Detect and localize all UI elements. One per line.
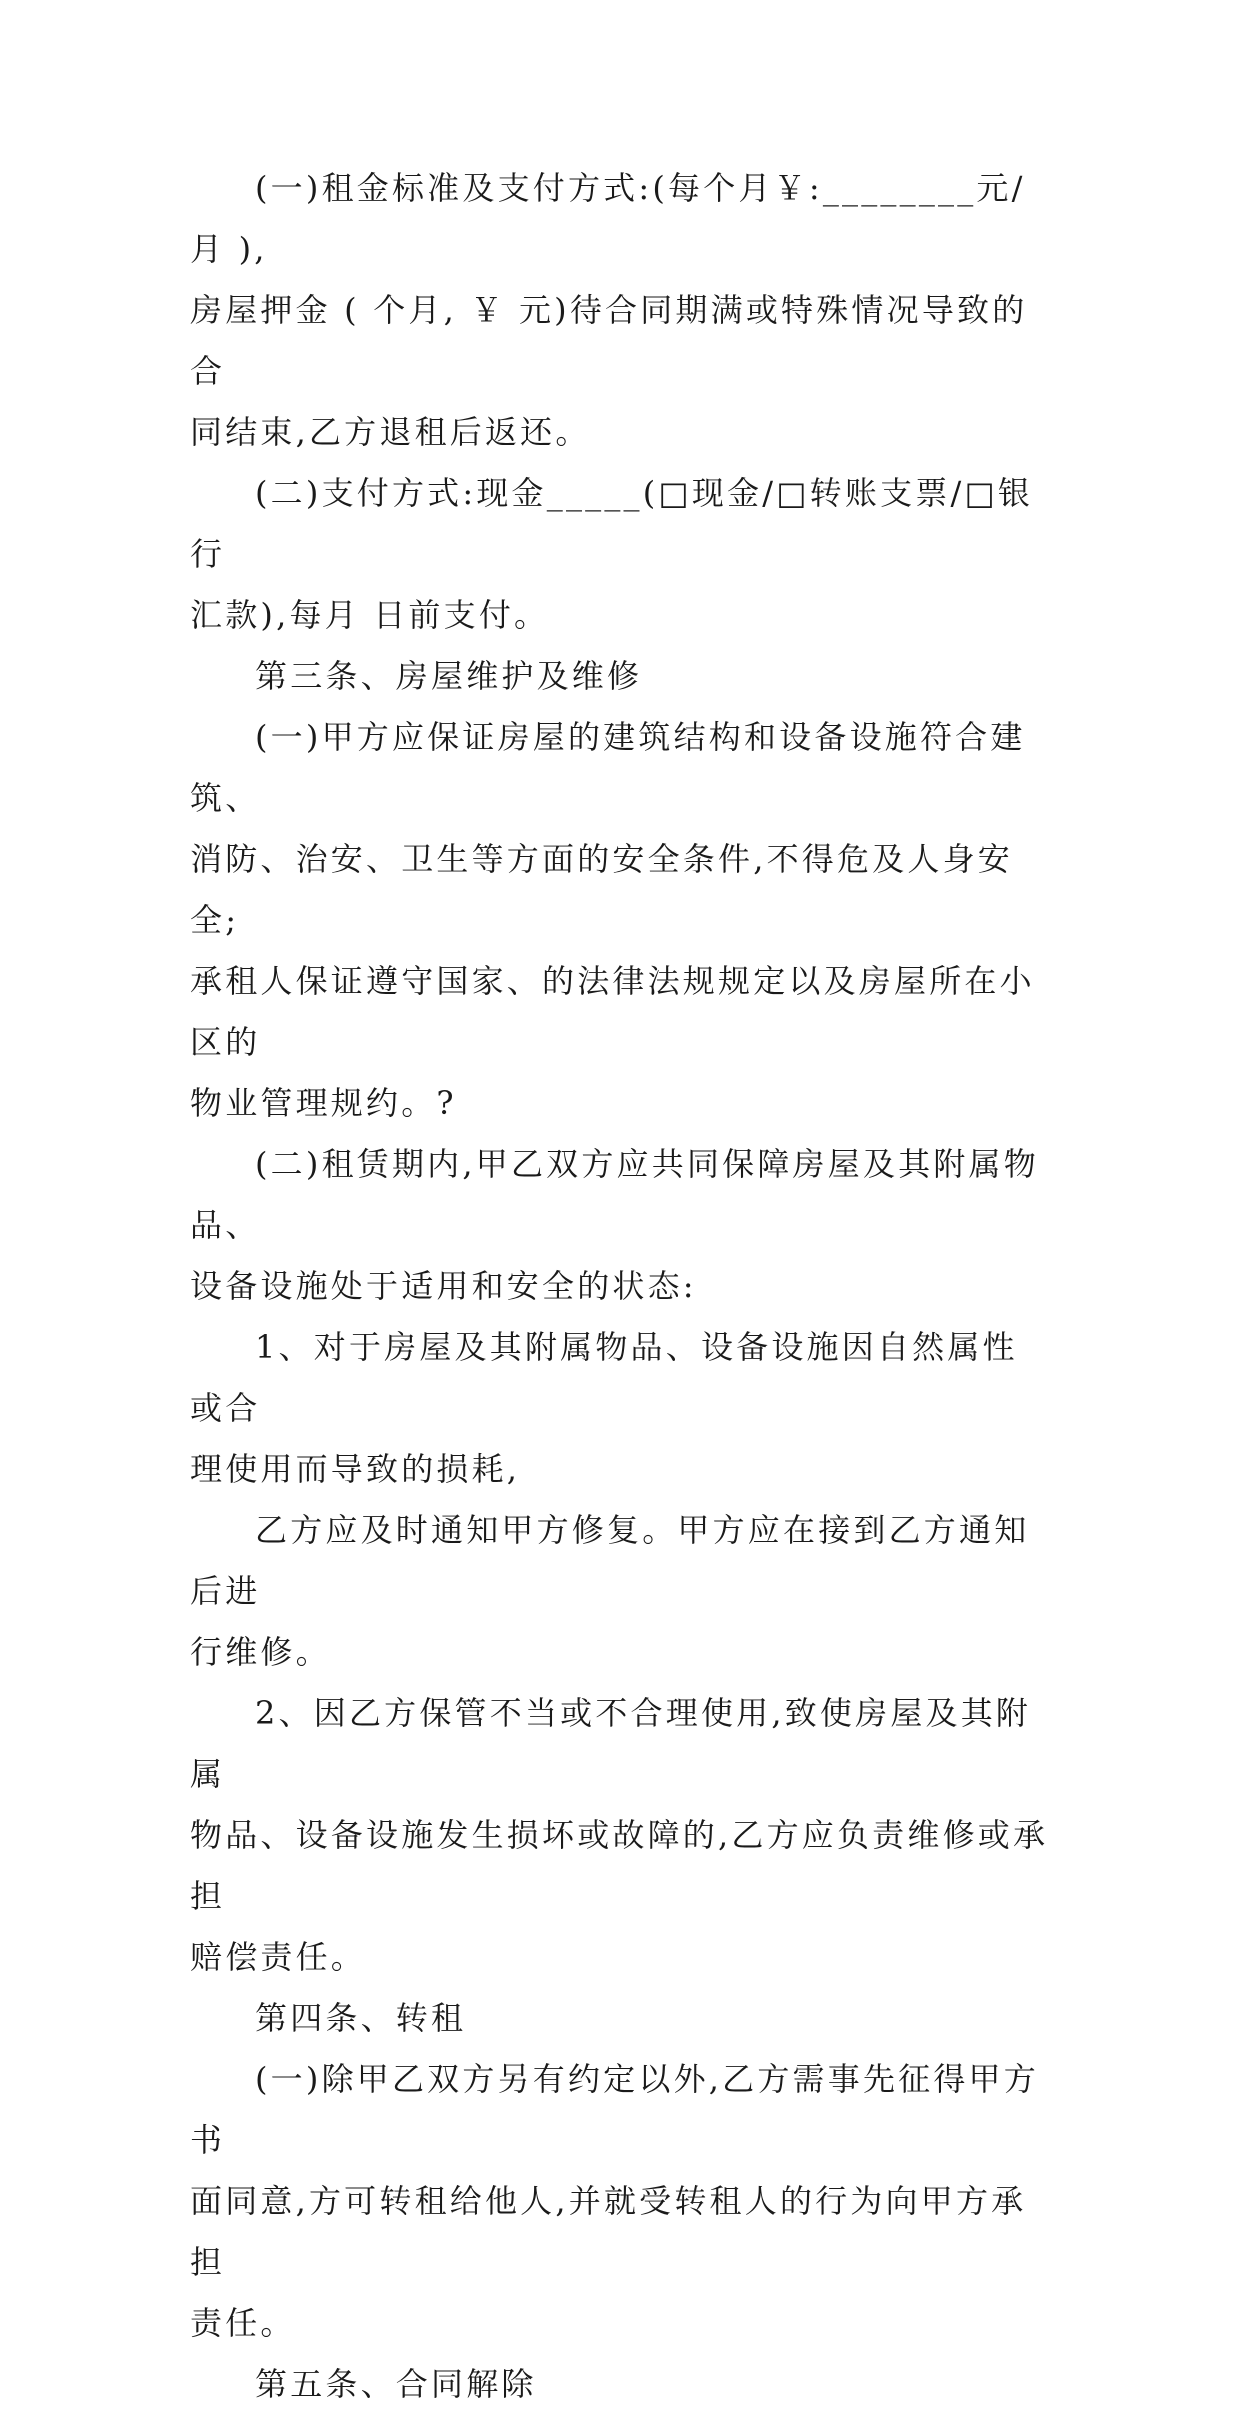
clause-payment-method: (二)支付方式:现金_____(□现金/□转账支票/□银行 汇款),每月 日前支付。 bbox=[190, 474, 1034, 634]
clause-maintenance-2-item-2: 2、因乙方保管不当或不合理使用,致使房屋及其附属 物品、设备设施发生损坏或故障的,乙方应负责维修或承担 赔偿责任。 bbox=[190, 1694, 1049, 1976]
article-4-heading: 第四条、转租 bbox=[255, 1999, 467, 2037]
clause-rent-standard: (一)租金标准及支付方式:(每个月￥:________元/月 ), 房屋押金 ( 个月, ￥ 元)待合同期满或特殊情况导致的合 同结束,乙方退租后返还。 bbox=[190, 169, 1028, 451]
document-body bbox=[190, 158, 1050, 2415]
clause-maintenance-2-item-1: 1、对于房屋及其附属物品、设备设施因自然属性或合 理使用而导致的损耗, bbox=[190, 1328, 1018, 1488]
clause-maintenance-1: (一)甲方应保证房屋的建筑结构和设备设施符合建筑、 消防、治安、卫生等方面的安全条件,不得危及人身安全; 承租人保证遵守国家、的法律法规规定以及房屋所在小区的 物业管理规约。? bbox=[190, 718, 1035, 1122]
article-5-heading: 第五条、合同解除 bbox=[255, 2365, 537, 2403]
clause-maintenance-2-item-1-cont: 乙方应及时通知甲方修复。甲方应在接到乙方通知后进 行维修。 bbox=[190, 1511, 1030, 1671]
article-3-heading: 第三条、房屋维护及维修 bbox=[255, 657, 643, 695]
clause-sublease-1: (一)除甲乙双方另有约定以外,乙方需事先征得甲方书 面同意,方可转租给他人,并就受转租人的行为向甲方承担 责任。 bbox=[190, 2060, 1039, 2342]
clause-maintenance-2: (二)租赁期内,甲乙双方应共同保障房屋及其附属物品、 设备设施处于适用和安全的状态: bbox=[190, 1145, 1039, 1305]
